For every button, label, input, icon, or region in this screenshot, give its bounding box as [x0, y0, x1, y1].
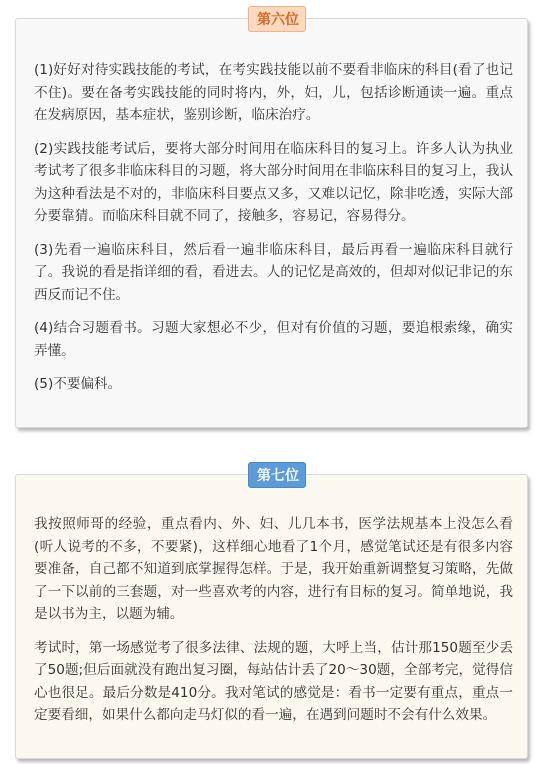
paragraph: (5)不要偏科。 — [34, 376, 122, 392]
paragraph: (1)好好对待实践技能的考试，在考实践技能以前不要看非临床的科目(看了也记不住)。要在备考实践技能的同时将内，外，妇，儿，包括诊断通读一遍。重点在发病原因，基本症状，鉴别诊断，临床治疗。 — [34, 62, 513, 123]
section-content — [34, 59, 513, 407]
section-content — [34, 513, 513, 738]
paragraph: 考试时，第一场感觉考了很多法律、法规的题，大呼上当，估计那150题至少丢了50题;但后面就没有跑出复习圈，每站估计丢了20～30题，全部考完，觉得信心也很足。最后分数是410分。我对笔试的感觉是：看书一定要有重点，重点一定要看细，如果什么都向走马灯似的看一遍，在遇到问题时不会有什么效果。 — [34, 639, 513, 723]
section-title-badge: 第六位 — [248, 6, 306, 32]
section-card-seventh — [15, 468, 528, 759]
paragraph: (3)先看一遍临床科目，然后看一遍非临床科目，最后再看一遍临床科目就行了。我说的看是指详细的看，看进去。人的记忆是高效的，但却对似记非记的东西反而记不住。 — [34, 241, 513, 303]
paragraph: (4)结合习题看书。习题大家想必不少，但对有价值的习题，要追根索缘，确实弄懂。 — [34, 320, 513, 359]
paragraph: (2)实践技能考试后，要将大部分时间用在临床科目的复习上。许多人认为执业考试考了很多非临床科目的习题，将大部分时间用在非临床科目的复习上，我认为这种看法是不对的，非临床科目要点又多，又难以记忆，除非吃透，实际大部分要靠猜。而临床科目就不同了，接触多，容易记，容易得分。 — [34, 140, 513, 224]
section-card-sixth — [15, 12, 528, 428]
section-title-badge: 第七位 — [248, 462, 306, 488]
paragraph: 我按照师哥的经验，重点看内、外、妇、儿几本书，医学法规基本上没怎么看(听人说考的不多，不要紧)，这样细心地看了1个月，感觉笔试还是有很多内容要准备，自己都不知道到底掌握得怎样。于是，我开始重新调整复习策略，先做了一下以前的三套题，对一些喜欢考的内容，进行有目标的复习。简单地说，我是以书为主，以题为辅。 — [34, 516, 513, 622]
